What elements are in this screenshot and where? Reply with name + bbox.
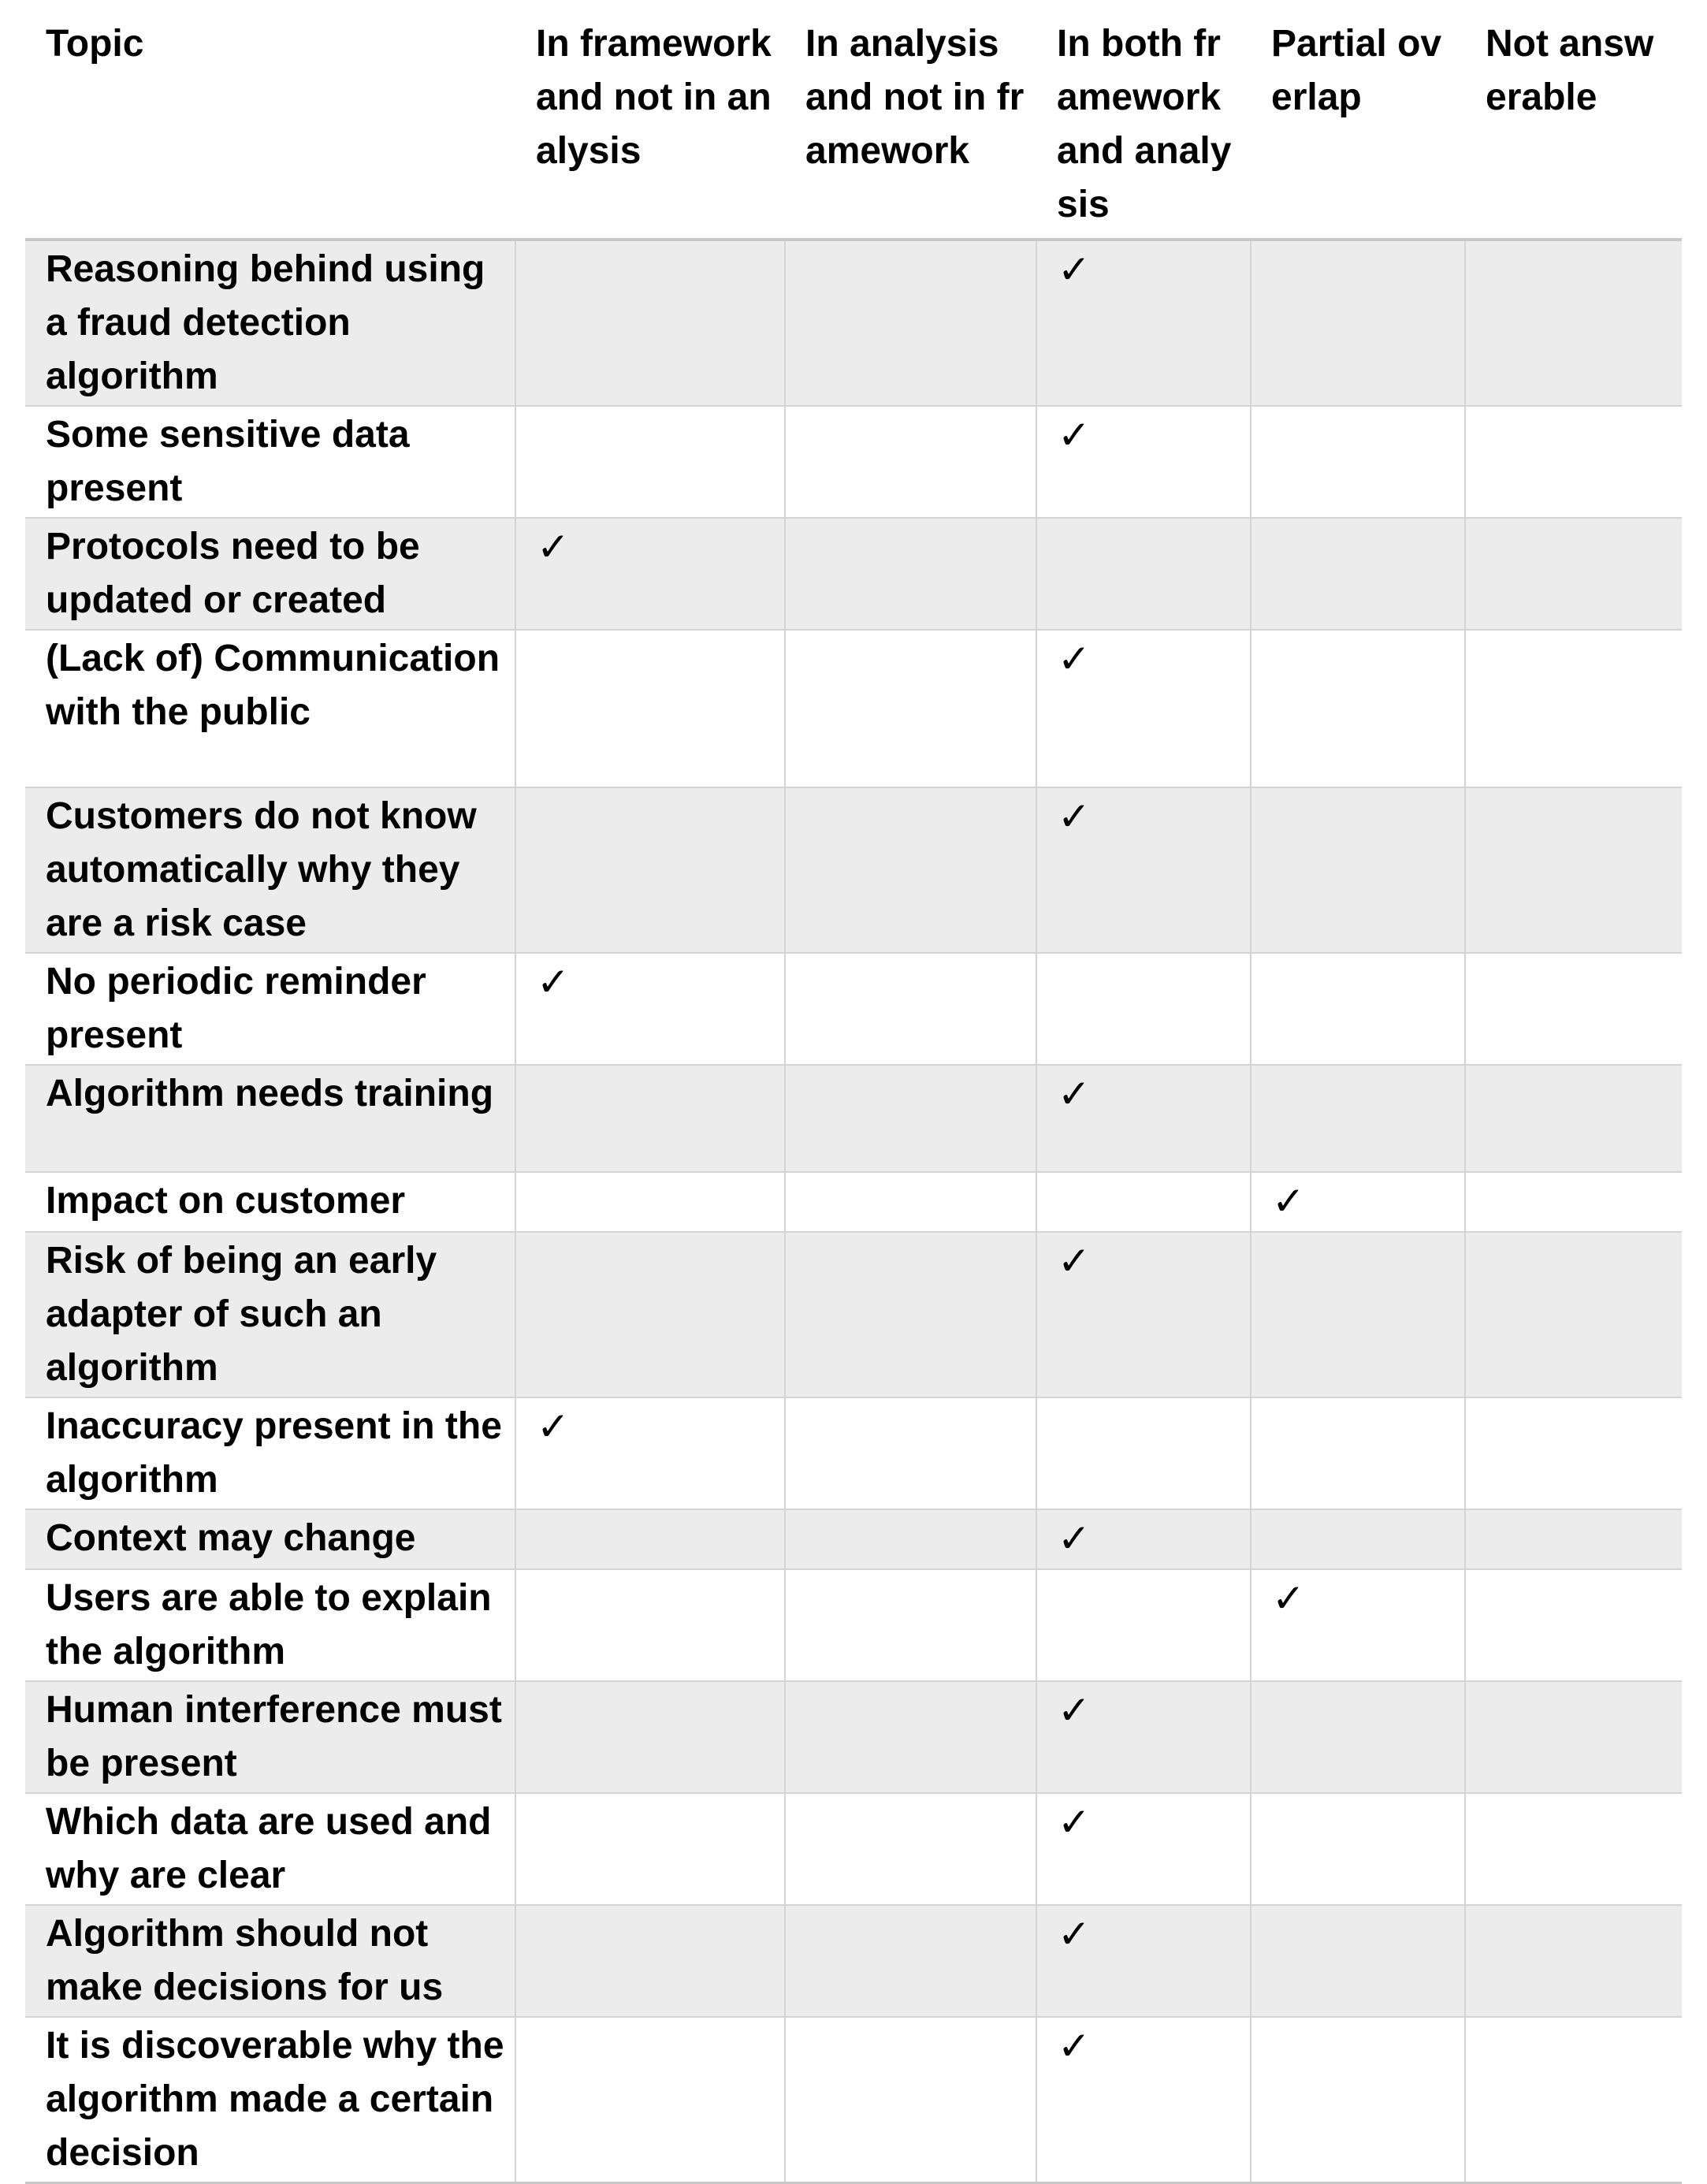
cell-both bbox=[1036, 953, 1251, 1065]
cell-analysis-only bbox=[785, 406, 1036, 518]
cell-both bbox=[1036, 1232, 1251, 1397]
topic-cell: Human interference must be present bbox=[25, 1681, 515, 1793]
topic-cell: Context may change bbox=[25, 1509, 515, 1569]
cell-framework-only bbox=[515, 518, 785, 630]
topic-cell: Algorithm should not make decisions for us bbox=[25, 1905, 515, 2017]
cell-analysis-only bbox=[785, 953, 1036, 1065]
cell-partial-overlap bbox=[1251, 1509, 1465, 1569]
checkmark-icon: ✓ bbox=[1058, 1238, 1091, 1284]
topic-cell: Impact on customer bbox=[25, 1172, 515, 1232]
cell-framework-only bbox=[515, 1905, 785, 2017]
cell-analysis-only bbox=[785, 1793, 1036, 1905]
cell-not-answerable bbox=[1465, 240, 1682, 406]
cell-not-answerable bbox=[1465, 1509, 1682, 1569]
cell-partial-overlap bbox=[1251, 1569, 1465, 1681]
checkmark-icon: ✓ bbox=[537, 524, 570, 570]
cell-framework-only bbox=[515, 1232, 785, 1397]
table-row bbox=[25, 787, 1682, 953]
cell-framework-only bbox=[515, 787, 785, 953]
checkmark-icon: ✓ bbox=[1058, 1911, 1091, 1957]
checkmark-icon: ✓ bbox=[1058, 1799, 1091, 1845]
table-row bbox=[25, 1397, 1682, 1509]
table-row bbox=[25, 406, 1682, 518]
cell-not-answerable bbox=[1465, 787, 1682, 953]
cell-analysis-only bbox=[785, 1569, 1036, 1681]
cell-not-answerable bbox=[1465, 630, 1682, 787]
cell-both bbox=[1036, 1569, 1251, 1681]
cell-partial-overlap bbox=[1251, 630, 1465, 787]
topic-cell: Protocols need to be updated or created bbox=[25, 518, 515, 630]
cell-framework-only bbox=[515, 2017, 785, 2183]
cell-both bbox=[1036, 1065, 1251, 1172]
checkmark-icon: ✓ bbox=[1058, 412, 1091, 458]
cell-both bbox=[1036, 1793, 1251, 1905]
cell-not-answerable bbox=[1465, 1065, 1682, 1172]
table-row bbox=[25, 1681, 1682, 1793]
table-row bbox=[25, 1793, 1682, 1905]
topic-cell: Algorithm needs training bbox=[25, 1065, 515, 1172]
cell-partial-overlap bbox=[1251, 240, 1465, 406]
cell-analysis-only bbox=[785, 1397, 1036, 1509]
table-row bbox=[25, 953, 1682, 1065]
topic-cell: Inaccuracy present in the algorithm bbox=[25, 1397, 515, 1509]
cell-framework-only bbox=[515, 406, 785, 518]
topic-cell: It is discoverable why the algorithm made a certain decision bbox=[25, 2017, 515, 2183]
cell-framework-only bbox=[515, 1569, 785, 1681]
cell-partial-overlap bbox=[1251, 787, 1465, 953]
header-not-answerable: Not answerable bbox=[1465, 0, 1682, 240]
cell-partial-overlap bbox=[1251, 1397, 1465, 1509]
cell-both bbox=[1036, 1509, 1251, 1569]
cell-partial-overlap bbox=[1251, 1905, 1465, 2017]
header-analysis-only: In analysis and not in framework bbox=[785, 0, 1036, 240]
table-container bbox=[25, 0, 1682, 2184]
table-row bbox=[25, 1065, 1682, 1172]
cell-not-answerable bbox=[1465, 1793, 1682, 1905]
table-row bbox=[25, 1509, 1682, 1569]
checkmark-icon: ✓ bbox=[1272, 1178, 1305, 1224]
cell-analysis-only bbox=[785, 1681, 1036, 1793]
checkmark-icon: ✓ bbox=[1058, 1687, 1091, 1733]
cell-both bbox=[1036, 2017, 1251, 2183]
cell-partial-overlap bbox=[1251, 406, 1465, 518]
cell-not-answerable bbox=[1465, 406, 1682, 518]
cell-partial-overlap bbox=[1251, 1793, 1465, 1905]
table-row bbox=[25, 2017, 1682, 2183]
cell-not-answerable bbox=[1465, 2017, 1682, 2183]
topic-cell: Some sensitive data present bbox=[25, 406, 515, 518]
cell-analysis-only bbox=[785, 1905, 1036, 2017]
cell-not-answerable bbox=[1465, 1569, 1682, 1681]
cell-framework-only bbox=[515, 1172, 785, 1232]
cell-analysis-only bbox=[785, 240, 1036, 406]
cell-framework-only bbox=[515, 1065, 785, 1172]
header-partial-overlap: Partial overlap bbox=[1251, 0, 1465, 240]
cell-framework-only bbox=[515, 630, 785, 787]
checkmark-icon: ✓ bbox=[1272, 1576, 1305, 1621]
topic-cell: Users are able to explain the algorithm bbox=[25, 1569, 515, 1681]
cell-partial-overlap bbox=[1251, 953, 1465, 1065]
table-row bbox=[25, 1569, 1682, 1681]
header-row bbox=[25, 0, 1682, 240]
cell-both bbox=[1036, 406, 1251, 518]
cell-both bbox=[1036, 1905, 1251, 2017]
cell-not-answerable bbox=[1465, 1397, 1682, 1509]
checkmark-icon: ✓ bbox=[1058, 636, 1091, 682]
cell-partial-overlap bbox=[1251, 518, 1465, 630]
cell-partial-overlap bbox=[1251, 1065, 1465, 1172]
cell-partial-overlap bbox=[1251, 1232, 1465, 1397]
cell-partial-overlap bbox=[1251, 2017, 1465, 2183]
topic-cell: Risk of being an early adapter of such an algorithm bbox=[25, 1232, 515, 1397]
table-row bbox=[25, 1172, 1682, 1232]
cell-analysis-only bbox=[785, 1509, 1036, 1569]
header-both: In both framework and analysis bbox=[1036, 0, 1251, 240]
checkmark-icon: ✓ bbox=[1058, 1071, 1091, 1117]
cell-both bbox=[1036, 630, 1251, 787]
cell-both bbox=[1036, 240, 1251, 406]
cell-not-answerable bbox=[1465, 1905, 1682, 2017]
cell-not-answerable bbox=[1465, 1681, 1682, 1793]
topic-cell: Customers do not know automatically why they are a risk case bbox=[25, 787, 515, 953]
cell-both bbox=[1036, 787, 1251, 953]
cell-framework-only bbox=[515, 1681, 785, 1793]
checkmark-icon: ✓ bbox=[537, 959, 570, 1005]
cell-both bbox=[1036, 1172, 1251, 1232]
cell-framework-only bbox=[515, 1397, 785, 1509]
cell-analysis-only bbox=[785, 630, 1036, 787]
cell-analysis-only bbox=[785, 2017, 1036, 2183]
cell-framework-only bbox=[515, 1509, 785, 1569]
checkmark-icon: ✓ bbox=[537, 1404, 570, 1449]
table-row bbox=[25, 240, 1682, 406]
checkmark-icon: ✓ bbox=[1058, 2023, 1091, 2069]
table-row bbox=[25, 518, 1682, 630]
cell-analysis-only bbox=[785, 1232, 1036, 1397]
cell-not-answerable bbox=[1465, 1172, 1682, 1232]
cell-not-answerable bbox=[1465, 518, 1682, 630]
cell-framework-only bbox=[515, 953, 785, 1065]
header-framework-only: In framework and not in analysis bbox=[515, 0, 785, 240]
header-topic: Topic bbox=[25, 0, 515, 240]
cell-framework-only bbox=[515, 240, 785, 406]
cell-framework-only bbox=[515, 1793, 785, 1905]
cell-both bbox=[1036, 518, 1251, 630]
cell-analysis-only bbox=[785, 518, 1036, 630]
cell-both bbox=[1036, 1397, 1251, 1509]
cell-analysis-only bbox=[785, 787, 1036, 953]
cell-analysis-only bbox=[785, 1172, 1036, 1232]
topic-cell: Which data are used and why are clear bbox=[25, 1793, 515, 1905]
table-row bbox=[25, 630, 1682, 787]
cell-partial-overlap bbox=[1251, 1172, 1465, 1232]
checkmark-icon: ✓ bbox=[1058, 1516, 1091, 1561]
topic-cell: Reasoning behind using a fraud detection algorithm bbox=[25, 240, 515, 406]
cell-not-answerable bbox=[1465, 953, 1682, 1065]
comparison-table bbox=[25, 0, 1682, 2184]
cell-not-answerable bbox=[1465, 1232, 1682, 1397]
cell-both bbox=[1036, 1681, 1251, 1793]
table-row bbox=[25, 1232, 1682, 1397]
topic-cell: No periodic reminder present bbox=[25, 953, 515, 1065]
table-row bbox=[25, 1905, 1682, 2017]
checkmark-icon: ✓ bbox=[1058, 794, 1091, 839]
cell-partial-overlap bbox=[1251, 1681, 1465, 1793]
topic-cell: (Lack of) Communication with the public bbox=[25, 630, 515, 787]
cell-analysis-only bbox=[785, 1065, 1036, 1172]
checkmark-icon: ✓ bbox=[1058, 247, 1091, 292]
